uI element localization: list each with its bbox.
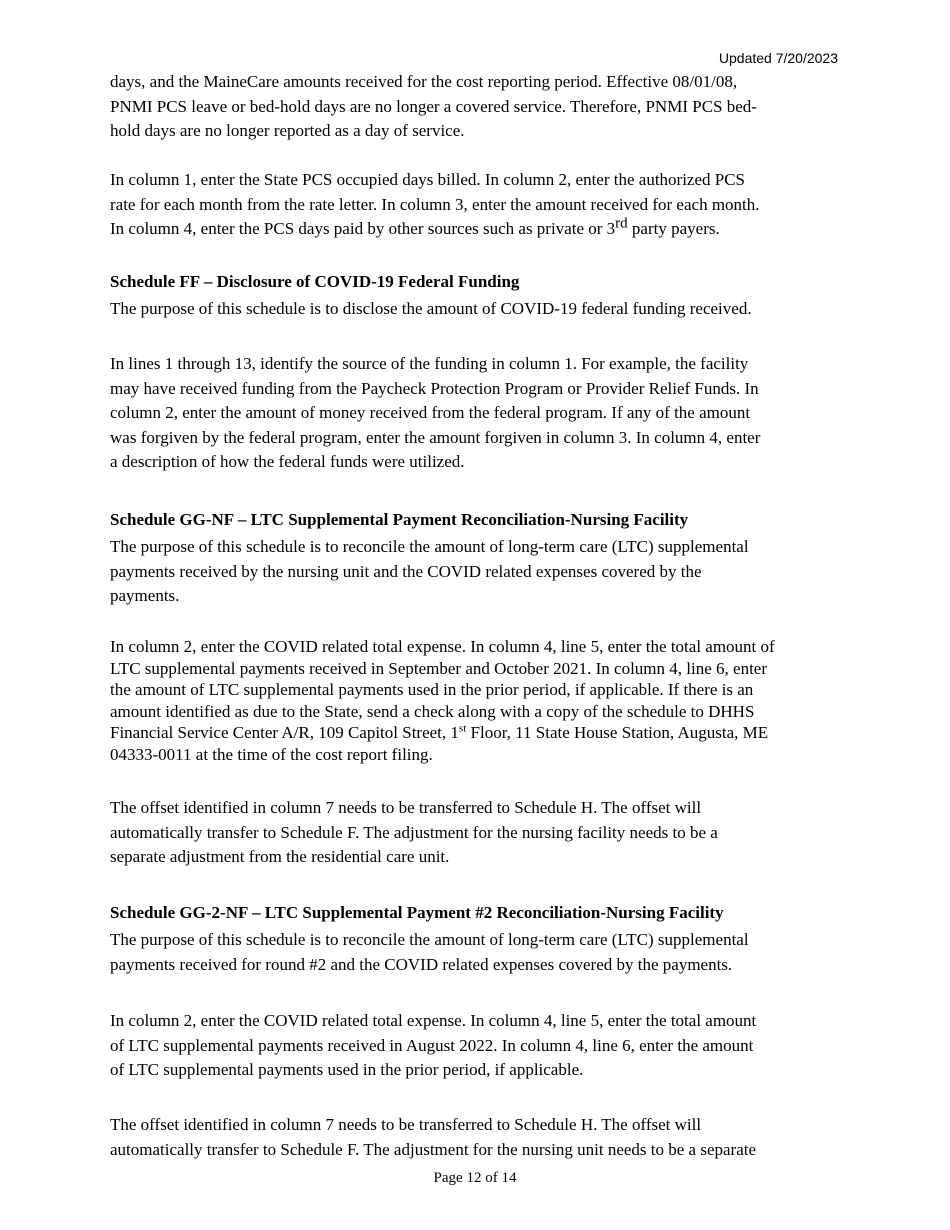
text-line: payments received for round #2 and the COVID related expenses covered by the payments. [110, 954, 733, 974]
schedule-gg-2-nf-heading: Schedule GG-2-NF – LTC Supplemental Payment #2 Reconciliation-Nursing Facility [110, 903, 724, 922]
text-line: In column 2, enter the COVID related total expense. In column 4, line 5, enter the total amount of [110, 637, 775, 656]
schedule-ff-heading: Schedule FF – Disclosure of COVID-19 Federal Funding [110, 272, 520, 291]
text-line: hold days are no longer reported as a day of service. [110, 121, 465, 140]
schedule-gg-nf-heading: Schedule GG-NF – LTC Supplemental Payment Reconciliation-Nursing Facility [110, 510, 689, 529]
text-line: LTC supplemental payments received in September and October 2021. In column 4, line 6, enter [110, 658, 767, 678]
text-line: The offset identified in column 7 needs to be transferred to Schedule H. The offset will [110, 798, 702, 817]
text-line: In column 1, enter the State PCS occupied days billed. In column 2, enter the authorized PCS [110, 170, 746, 189]
text-line: rate for each month from the rate letter. In column 3, enter the amount received for each month. [110, 194, 760, 214]
updated-date: Updated 7/20/2023 [718, 50, 838, 66]
text-line: The purpose of this schedule is to reconcile the amount of long-term care (LTC) supplemental [110, 537, 749, 556]
text-line: 04333-0011 at the time of the cost report filing. [110, 744, 433, 764]
schedule-gg-nf-instructions [110, 636, 850, 765]
text-line: payments received by the nursing unit and the COVID related expenses covered by the [110, 561, 702, 581]
text-line: a description of how the federal funds were utilized. [110, 452, 465, 471]
text-line: In column 4, enter the PCS days paid by other sources such as private or 3rd party payers. [110, 215, 720, 238]
text-line: may have received funding from the Paycheck Protection Program or Provider Relief Funds. In [110, 378, 759, 398]
ordinal-suffix: rd [615, 215, 628, 232]
text-line: PNMI PCS leave or bed-hold days are no longer a covered service. Therefore, PNMI PCS bed- [110, 96, 757, 116]
schedule-gg-2-nf-instructions [110, 1009, 850, 1083]
schedule-gg-nf-offset [110, 796, 850, 870]
schedule-gg-nf-purpose [110, 535, 850, 609]
text-line: column 2, enter the amount of money received from the federal program. If any of the amount [110, 403, 751, 422]
text-line: In lines 1 through 13, identify the source of the funding in column 1. For example, the facility [110, 354, 749, 373]
text-line: Financial Service Center A/R, 109 Capitol Street, 1st Floor, 11 State House Station, Augusta, ME [110, 722, 769, 742]
text-line: The offset identified in column 7 needs to be transferred to Schedule H. The offset will [110, 1115, 702, 1134]
text-line: In column 2, enter the COVID related total expense. In column 4, line 5, enter the total amount [110, 1011, 757, 1030]
text-line: of LTC supplemental payments received in August 2022. In column 4, line 6, enter the amount [110, 1035, 754, 1055]
schedule-gg-2-nf-offset [110, 1113, 850, 1162]
text-line: of LTC supplemental payments used in the prior period, if applicable. [110, 1060, 584, 1079]
text-line: The purpose of this schedule is to reconcile the amount of long-term care (LTC) supplemental [110, 930, 749, 949]
ordinal-suffix: st [458, 722, 467, 735]
text-line: separate adjustment from the residential care unit. [110, 847, 450, 866]
text-line: the amount of LTC supplemental payments used in the prior period, if applicable. If there is an [110, 680, 754, 699]
pcs-columns-paragraph [110, 168, 850, 242]
text-line: was forgiven by the federal program, enter the amount forgiven in column 3. In column 4, enter [110, 427, 761, 447]
text-line: automatically transfer to Schedule F. The adjustment for the nursing facility needs to be a [110, 822, 718, 842]
schedule-ff-instructions [110, 352, 850, 475]
schedule-ff-purpose: The purpose of this schedule is to disclose the amount of COVID-19 federal funding received. [110, 299, 752, 318]
text-line: payments. [110, 586, 180, 605]
intro-paragraph [110, 70, 850, 144]
schedule-gg-2-nf-purpose [110, 928, 850, 977]
text-line: automatically transfer to Schedule F. The adjustment for the nursing unit needs to be a separate [110, 1139, 757, 1159]
page-number: Page 12 of 14 [433, 1170, 517, 1186]
text-line: amount identified as due to the State, send a check along with a copy of the schedule to DHHS [110, 701, 755, 721]
text-line: days, and the MaineCare amounts received for the cost reporting period. Effective 08/01/08, [110, 72, 738, 91]
